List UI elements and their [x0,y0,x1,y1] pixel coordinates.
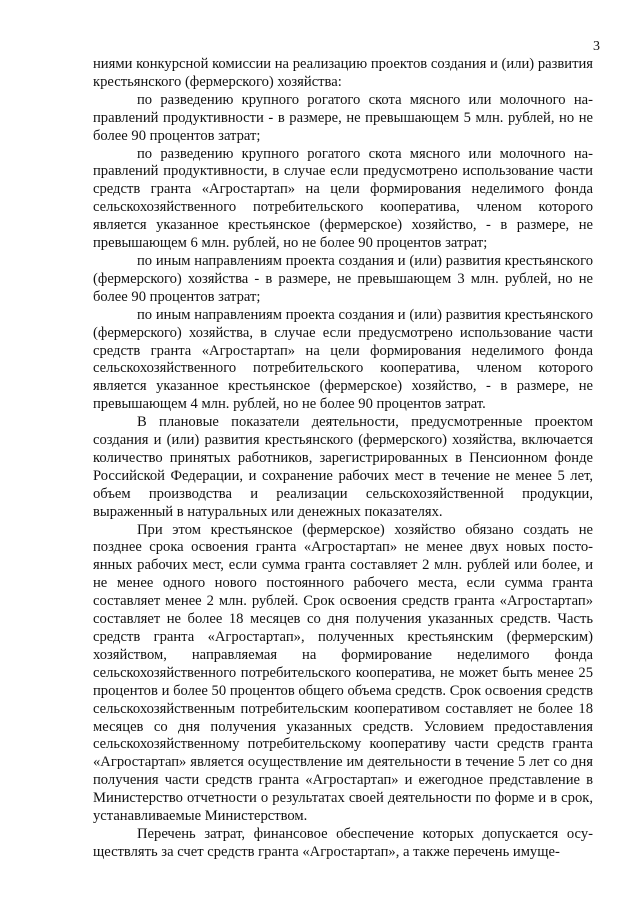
page-number: 3 [593,39,600,54]
paragraph-continuation: ниями конкурсной комиссии на реализацию проектов создания и (или) развития крестьянского (фермерского) хозяйства: [93,56,593,90]
paragraph-grant-other-3mln: по иным направлениям проекта создания и (или) развития крестьянского (фермерского) хозяйства - в размере, не превышающем 3 млн. рублей, но не более 90 процентов затрат; [93,252,593,305]
paragraph-grant-other-4mln: по иным направлениям проекта создания и (или) развития крестьянского (фермерского) хозяйства, в случае если предусмотрено использование части средств гранта «Агростартап» на цели формирования неделимого фонда сельскохозяйственного потребительского кооператива, членом которого является указанное крестьянское (фермерское) хозяйство, - в размере, не превышающем 4 млн. рублей, но не более 90 процентов затрат. [93,306,593,413]
paragraph-planned-indicators: В плановые показатели деятельности, предусмотренные проектом создания и (или) развития крестьянского (фермерского) хозяйства, включается количество принятых работников, зарегистрированных в Пенсионном фонде Российской Федерации, и сохранение рабочих мест в течение не менее 5 лет, объем производства и реализации сельскохозяйственной продукции, выраженный в натуральных или денежных показателях. [93,414,593,520]
paragraph-grant-cattle-6mln: по разведению крупного рогатого скота мясного или молочного направлений продуктивности, в случае если предусмотрено использование части средств гранта «Агростартап» на цели формирования неделимого фонда сельскохозяйственного потребительского кооператива, членом которого является указанное крестьянское (фермерское) хозяйство, - в размере, не превышающем 6 млн. рублей, но не более 90 процентов затрат; [93,145,593,252]
paragraph-grant-cattle-5mln: по разведению крупного рогатого скота мясного или молочного направлений продуктивности - в размере, не превышающем 5 млн. рублей, но не более 90 процентов затрат; [93,91,593,144]
paragraph-obligations: При этом крестьянское (фермерское) хозяйство обязано создать не позднее срока освоения гранта «Агростартап» не менее двух новых постоянных рабочих мест, если сумма гранта составляет 2 млн. рублей или более, и не менее одного нового постоянного рабочего места, если сумма гранта составляет менее 2 млн. рублей. Срок освоения средств гранта «Агростартап» составляет не более 18 месяцев со дня получения указанных средств. Часть средств гранта «Агростартап», полученных крестьянским (фермерским) хозяйством, направляемая на формирование неделимого фонда сельскохозяйственного потребительского кооператива, не может быть менее 25 процентов и более 50 процентов общего объема средств. Срок освоения средств сельскохозяйственным потребительским кооперативом составляет не более 18 месяцев со дня получения указанных средств. Условием предоставления сельскохозяйственному потребительскому кооперативу части средств гранта «Агростартап» является осуществление им деятельности в течение 5 лет со дня получения части средств гранта «Агростартап» и ежегодное представление в Министерство отчетности о результатах своей деятельности по форме и в срок, устанавливаемые Министерством. [93,521,593,825]
document-body [93,56,593,862]
paragraph-costs-list: Перечень затрат, финансовое обеспечение которых допускается осуществлять за счет средств гранта «Агростартап», а также перечень имуще- [93,825,593,860]
